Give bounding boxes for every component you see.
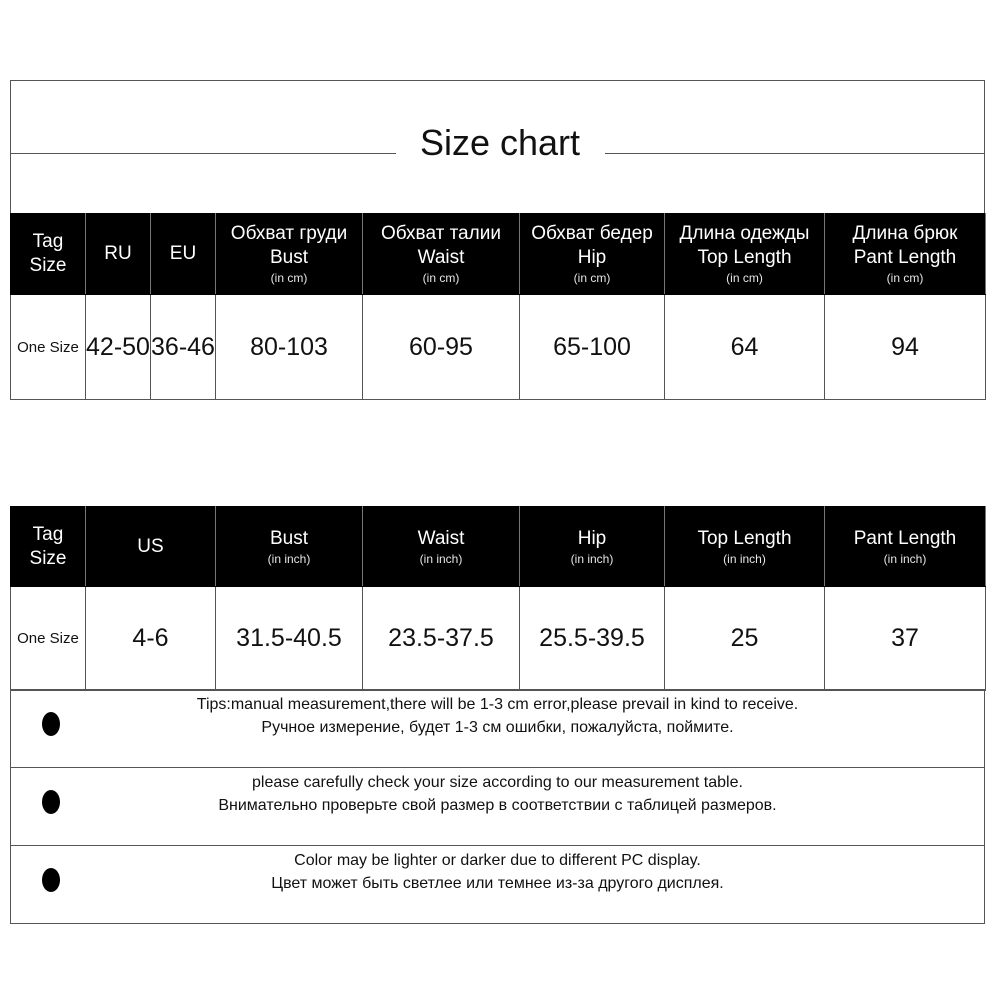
- cell-top-length-cm: 64: [665, 295, 825, 400]
- note-text-ru: Ручное измерение, будет 1-3 см ошибки, пожалуйста, поймите.: [261, 719, 734, 736]
- bullet-icon: [42, 790, 60, 814]
- cell-bust-cm: 80-103: [216, 295, 363, 400]
- header-pant-length-inch: Pant Length (in inch): [825, 507, 986, 587]
- cell-hip-inch: 25.5-39.5: [520, 587, 665, 691]
- note-text-ru: Цвет может быть светлее или темнее из-за другого дисплея.: [271, 875, 724, 892]
- cell-waist-cm: 60-95: [363, 295, 520, 400]
- note-row: [11, 768, 985, 846]
- size-table-inch: [10, 506, 986, 691]
- cell-tag-size: One Size: [11, 587, 86, 691]
- cell-pant-length-cm: 94: [825, 295, 986, 400]
- cell-us: 4-6: [86, 587, 216, 691]
- header-top-length-cm: Длина одежды Top Length (in cm): [665, 214, 825, 295]
- cell-ru: 42-50: [86, 295, 151, 400]
- header-tag-size: Tag Size: [11, 507, 86, 587]
- note-row: [11, 846, 985, 924]
- header-top-length-inch: Top Length (in inch): [665, 507, 825, 587]
- cell-tag-size: One Size: [11, 295, 86, 400]
- header-pant-length-cm: Длина брюк Pant Length (in cm): [825, 214, 986, 295]
- note-text-en: please carefully check your size according to our measurement table.: [252, 774, 743, 791]
- bullet-icon: [42, 712, 60, 736]
- header-hip-cm: Обхват бедер Hip (in cm): [520, 214, 665, 295]
- cell-bust-inch: 31.5-40.5: [216, 587, 363, 691]
- note-row: [11, 690, 985, 768]
- header-waist-inch: Waist (in inch): [363, 507, 520, 587]
- cell-top-length-inch: 25: [665, 587, 825, 691]
- cell-waist-inch: 23.5-37.5: [363, 587, 520, 691]
- header-ru: RU: [86, 214, 151, 295]
- cell-eu: 36-46: [151, 295, 216, 400]
- page-title: Size chart: [419, 122, 581, 163]
- bullet-icon: [42, 868, 60, 892]
- size-table-cm: [10, 213, 986, 400]
- header-hip-inch: Hip (in inch): [520, 507, 665, 587]
- note-text-en: Color may be lighter or darker due to different PC display.: [294, 852, 701, 869]
- notes-table: [10, 689, 985, 924]
- header-us: US: [86, 507, 216, 587]
- note-text-en: Tips:manual measurement,there will be 1-3 cm error,please prevail in kind to receive.: [196, 696, 799, 713]
- header-bust-inch: Bust (in inch): [216, 507, 363, 587]
- note-text-ru: Внимательно проверьте свой размер в соответствии с таблицей размеров.: [218, 797, 777, 814]
- cell-hip-cm: 65-100: [520, 295, 665, 400]
- cell-pant-length-inch: 37: [825, 587, 986, 691]
- header-tag-size: Tag Size: [11, 214, 86, 295]
- header-waist-cm: Обхват талии Waist (in cm): [363, 214, 520, 295]
- header-eu: EU: [151, 214, 216, 295]
- header-bust-cm: Обхват груди Bust (in cm): [216, 214, 363, 295]
